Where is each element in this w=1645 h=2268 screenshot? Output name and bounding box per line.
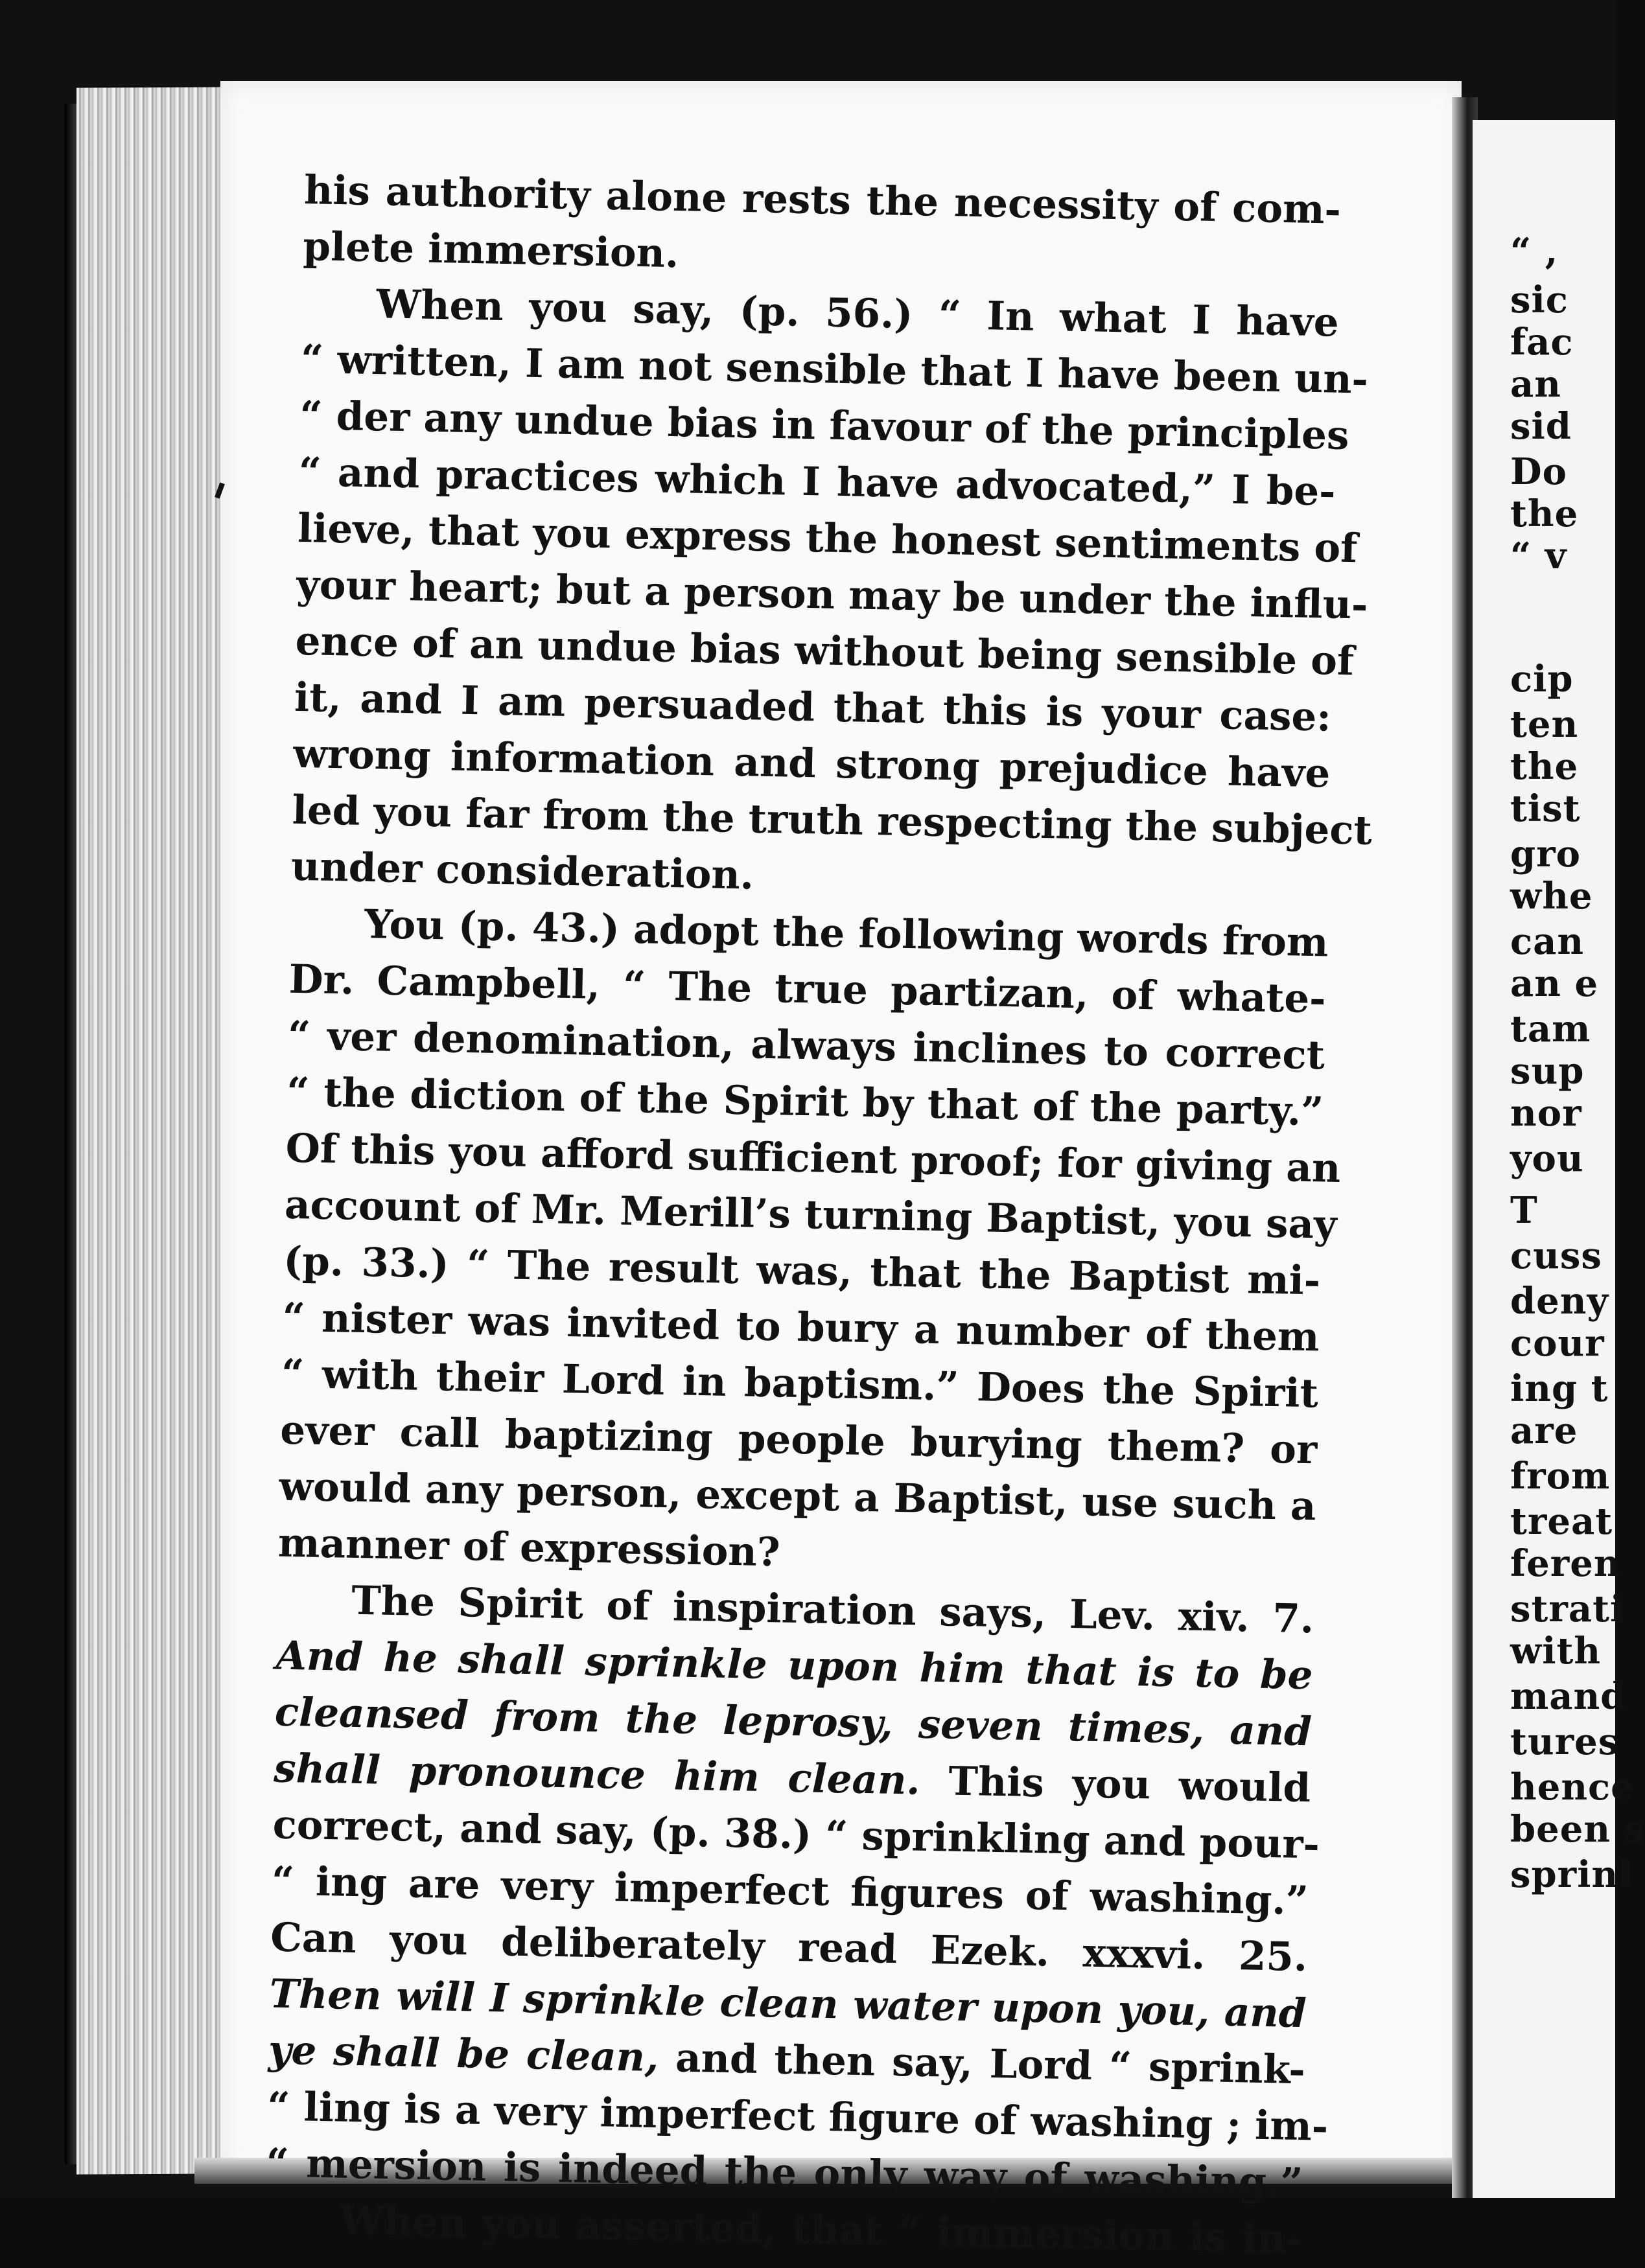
- text-line: wrong information and strong prejudice have: [292, 730, 1331, 797]
- text-line: (p. 33.) “ The result was, that the Baptist mi-: [283, 1238, 1321, 1304]
- facing-page-fragment: the: [1510, 745, 1579, 788]
- text-line: Of this you afford sufficient proof; for giving an: [285, 1125, 1341, 1192]
- facing-page-fragment: tures: [1510, 1720, 1620, 1763]
- page-body-text: [264, 162, 1373, 2267]
- facing-page-fragment: sup: [1510, 1050, 1585, 1093]
- facing-page-fragment: with: [1510, 1630, 1602, 1672]
- facing-page-fragment: sic: [1510, 279, 1569, 321]
- facing-page-fragment: T: [1510, 1189, 1538, 1232]
- text-line: “ ling is a very imperfect figure of washing ; im-: [266, 2083, 1329, 2150]
- facing-page-fragment: ing t: [1510, 1367, 1609, 1410]
- facing-page-fragment: can: [1510, 920, 1585, 963]
- facing-page-fragment: deny: [1510, 1280, 1609, 1323]
- text-line: When you asserted, that “ immersion is in-: [339, 2197, 1303, 2263]
- facing-page-fragment: tam: [1510, 1008, 1591, 1050]
- text-line: ever call baptizing people burying them? or: [279, 1407, 1318, 1474]
- facing-page-fragment: nor: [1510, 1092, 1582, 1135]
- facing-page-fragment: tist: [1510, 787, 1581, 830]
- facing-page-fragment: sprinl: [1510, 1853, 1633, 1896]
- text-line: your heart; but a person may be under the influ-: [296, 561, 1368, 629]
- italic-span: cleansed from the leprosy, seven times, and: [274, 1689, 1312, 1755]
- text-line: “ with their Lord in baptism.” Does the Spirit: [281, 1350, 1319, 1417]
- facing-page-fragment: an: [1510, 363, 1561, 406]
- facing-page-fragment: feren: [1510, 1542, 1621, 1585]
- facing-page-fragment: gro: [1510, 833, 1581, 875]
- facing-page-fragment: sid: [1510, 405, 1572, 448]
- facing-page-fragment: “ ,: [1510, 230, 1559, 273]
- text-line: account of Mr. Merill’s turning Baptist, you say: [284, 1181, 1338, 1248]
- text-line: The Spirit of inspiration says, Lev. xiv. 7.: [351, 1577, 1314, 1643]
- text-line: his authority alone rests the necessity of com-: [303, 167, 1342, 233]
- text-line: “ der any undue bias in favour of the principles: [299, 392, 1349, 459]
- text-line: lieve, that you express the honest sentiments of: [297, 505, 1359, 572]
- facing-page-fragment: strati: [1510, 1588, 1625, 1630]
- text-line: correct, and say, (p. 38.) “ sprinkling and pour-: [272, 1801, 1320, 1868]
- text-line: under consideration.: [290, 843, 754, 899]
- roman-span: This you would: [920, 1757, 1311, 1812]
- facing-page-fragment: Do: [1510, 450, 1567, 493]
- facing-page-fragment: you: [1510, 1137, 1584, 1180]
- facing-page-fragment: mand: [1510, 1675, 1627, 1718]
- facing-page-fragment: ten: [1510, 703, 1579, 746]
- text-line: ence of an undue bias without being sensible of: [295, 618, 1355, 685]
- text-line: “ ver denomination, always inclines to correct: [287, 1012, 1325, 1079]
- text-line: it, and I am persuaded that this is your case:: [294, 674, 1332, 741]
- text-line: plete immersion.: [302, 223, 679, 277]
- text-line: Dr. Campbell, “ The true partizan, of whate-: [288, 956, 1327, 1023]
- text-line: “ mersion is indeed the only way of washing.”: [266, 2140, 1304, 2206]
- facing-page-fragment: whe: [1510, 875, 1593, 918]
- text-line: “ and practices which I have advocated,” I be-: [298, 448, 1336, 515]
- text-line: Can you deliberately read Ezek. xxxvi. 25.: [270, 1914, 1308, 1981]
- facing-page-fragment: hence: [1510, 1766, 1635, 1809]
- text-line: manner of expression?: [277, 1520, 781, 1576]
- facing-page-fragment: are: [1510, 1409, 1578, 1452]
- facing-page-fragment: been s: [1510, 1808, 1645, 1851]
- text-line: “ nister was invited to bury a number of them: [282, 1294, 1320, 1361]
- italic-span: shall pronounce him clean.: [273, 1745, 921, 1804]
- text-line: would any person, except a Baptist, use such a: [279, 1463, 1317, 1530]
- text-line: You (p. 43.) adopt the following words from: [364, 901, 1329, 966]
- facing-page-fragment: “ v: [1510, 535, 1567, 577]
- roman-span: and then say, Lord “ sprink-: [658, 2035, 1306, 2094]
- text-line: When you say, (p. 56.) “ In what I have: [376, 281, 1340, 346]
- text-line: led you far from the truth respecting the subject: [292, 787, 1373, 854]
- facing-page-fragment: treat: [1510, 1500, 1613, 1543]
- text-line: “ written, I am not sensible that I have been un-: [300, 336, 1369, 403]
- italic-span: And he shall sprinkle upon him that is to be: [275, 1632, 1314, 1699]
- facing-page-fragment: cip: [1510, 658, 1574, 700]
- italic-span: Then will I sprinkle clean water upon you, and: [269, 1971, 1307, 2037]
- facing-page: [1473, 120, 1645, 2198]
- italic-span: ye shall be clean,: [268, 2027, 659, 2081]
- text-line: “ the diction of the Spirit by that of the party.”: [286, 1069, 1324, 1135]
- facing-page-fragment: an e: [1510, 962, 1599, 1005]
- facing-page-fragment: fac: [1510, 321, 1574, 364]
- facing-page-fragment: cuss: [1510, 1234, 1602, 1277]
- text-line: “ ing are very imperfect figures of washing.”: [271, 1858, 1309, 1925]
- facing-page-fragment: from: [1510, 1455, 1611, 1498]
- page-edges: [76, 87, 226, 2174]
- facing-page-fragment: cour: [1510, 1322, 1605, 1365]
- facing-page-fragment: the: [1510, 492, 1579, 535]
